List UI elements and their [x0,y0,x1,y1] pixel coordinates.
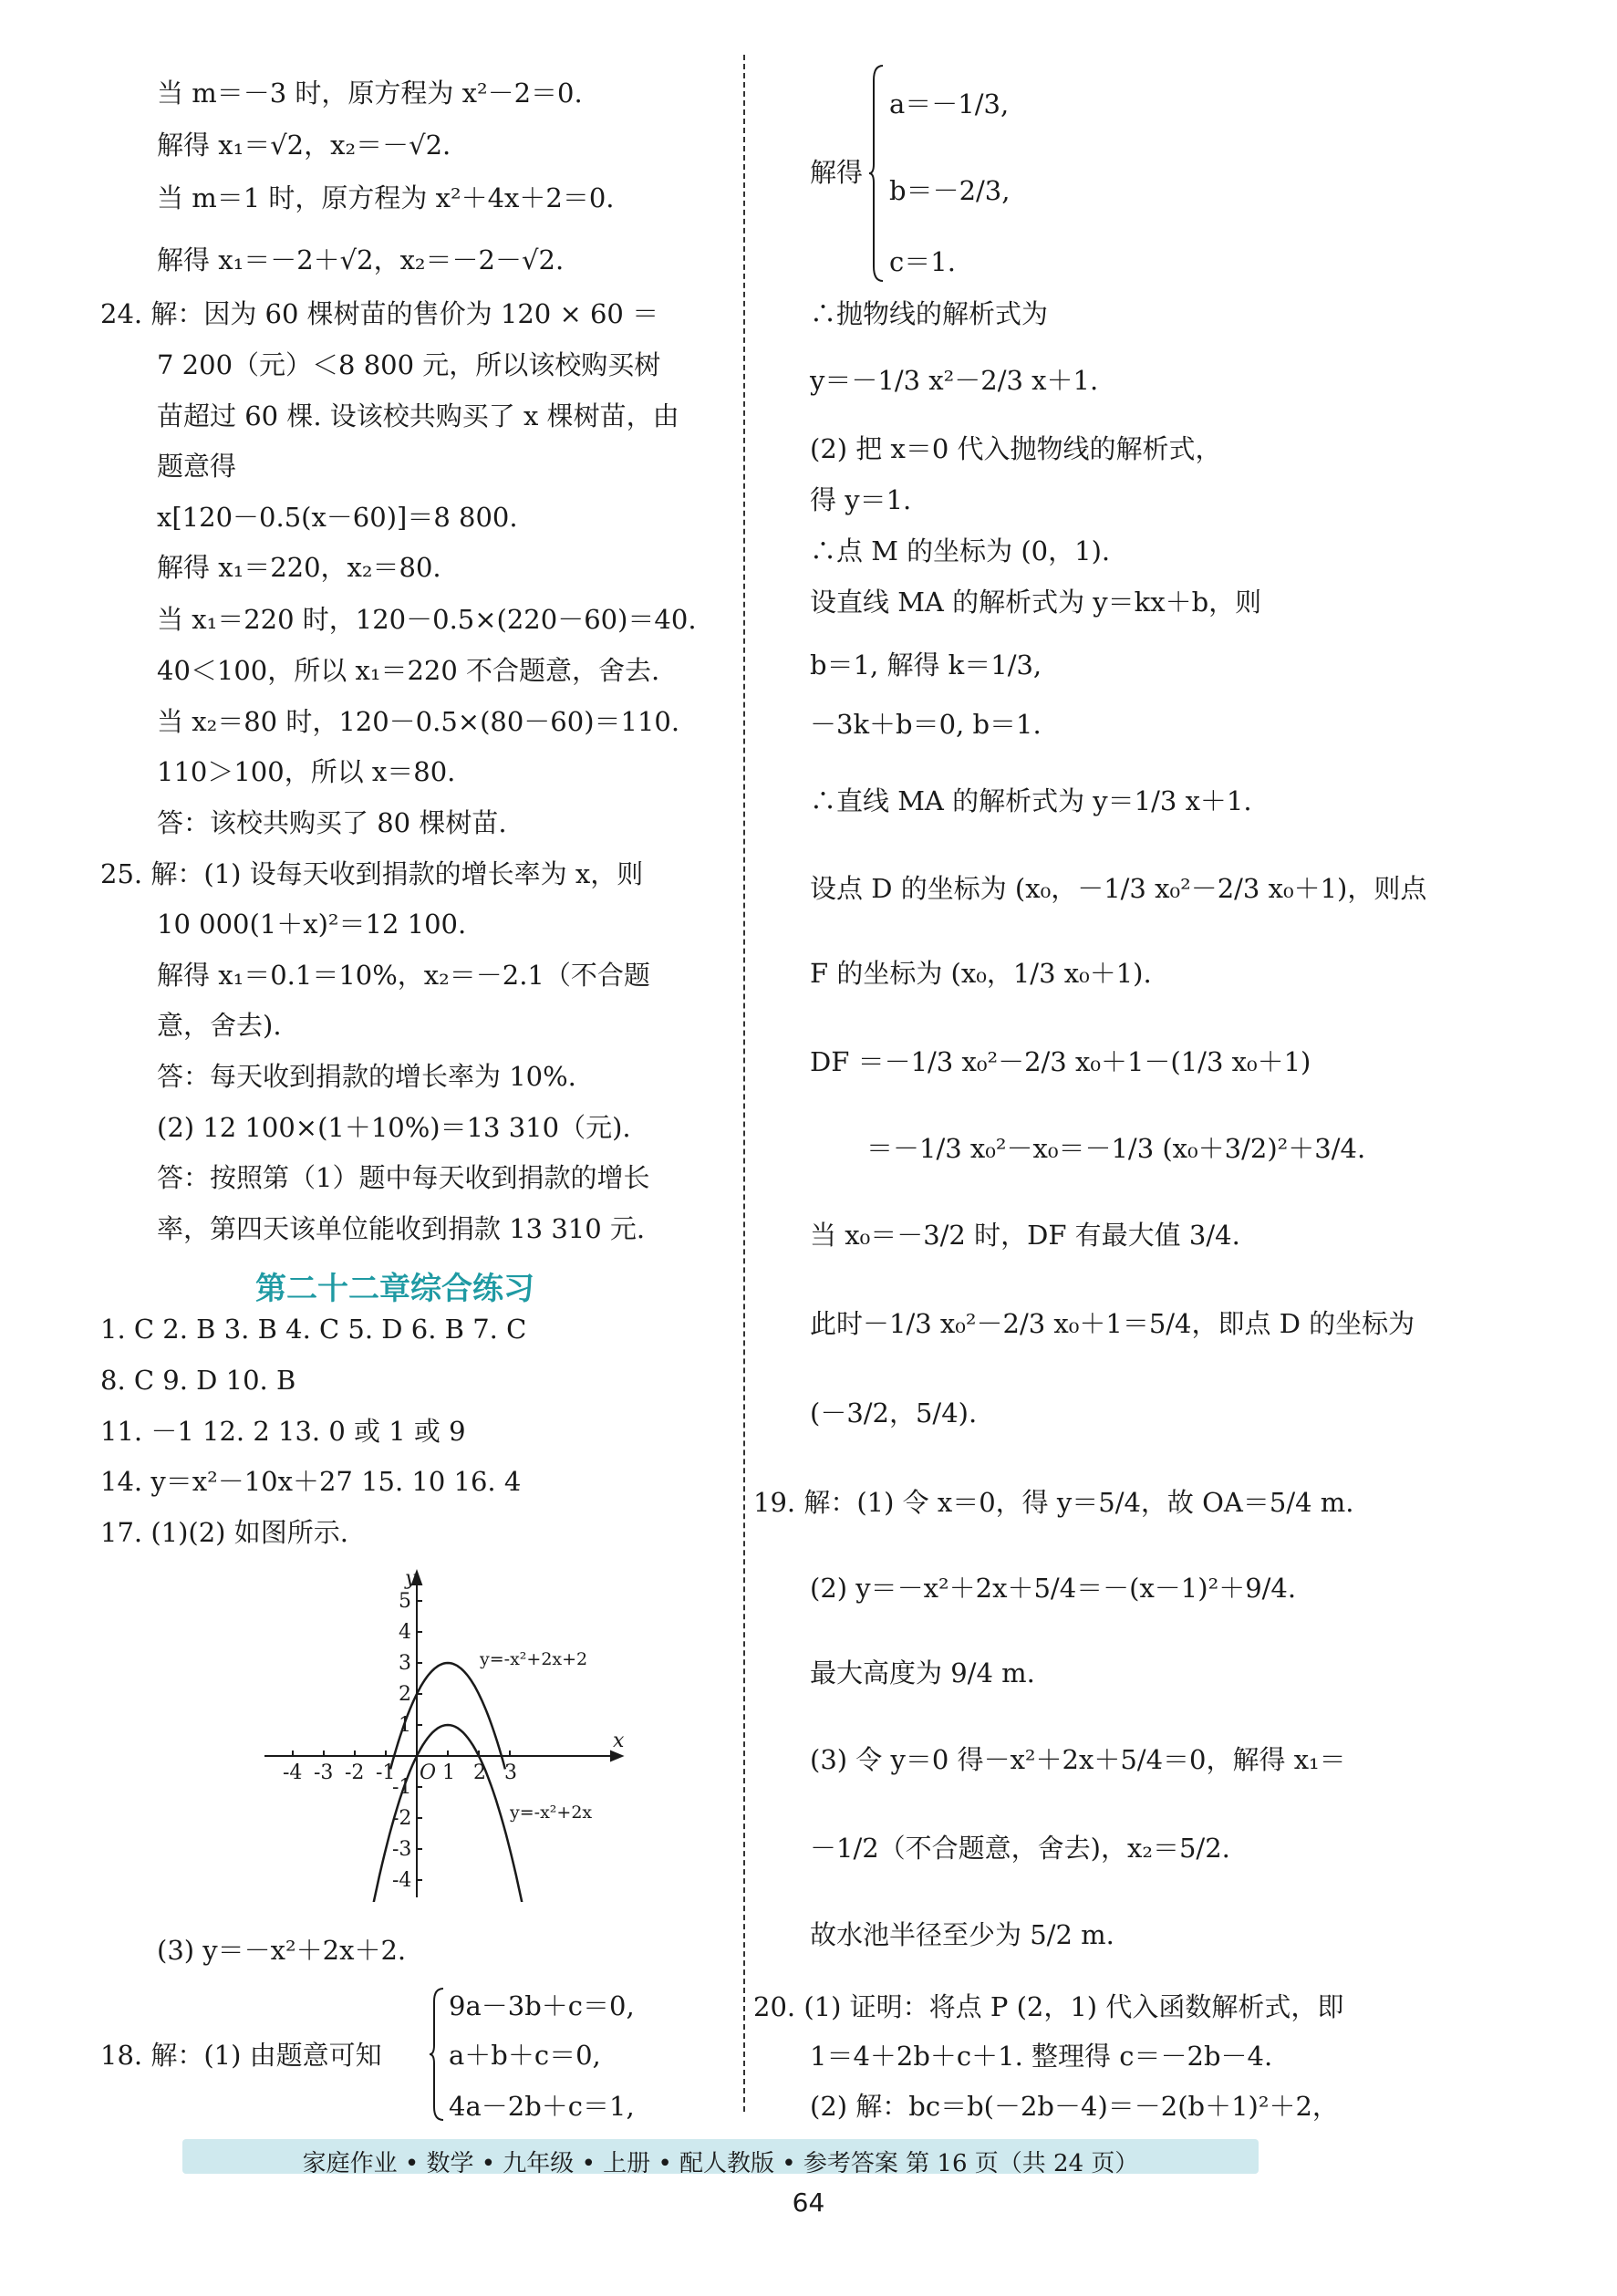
x-tick-label: -2 [345,1761,365,1784]
text-line: 解得 x₁＝0.1＝10%，x₂＝－2.1（不合题 [157,960,650,991]
y-tick-label: 1 [399,1714,411,1737]
parabola-graph [255,1564,638,1902]
text-line: 故水池半径至少为 5/2 m. [810,1919,1114,1950]
text-line: ∴抛物线的解析式为 [810,298,1049,329]
text-line: ＝－1/3 x₀²－x₀＝－1/3 (x₀＋3/2)²＋3/4. [866,1133,1366,1164]
answer-line: 11. －1 12. 2 13. 0 或 1 或 9 [100,1416,466,1447]
text-line: 7 200（元）＜8 800 元，所以该校购买树 [157,349,661,380]
text-line: F 的坐标为 (x₀，1/3 x₀＋1). [810,958,1152,989]
text-line: 当 x₁＝220 时，120－0.5×(220－60)＝40. [157,604,697,635]
text-line: 当 m＝1 时，原方程为 x²＋4x＋2＝0. [157,182,615,213]
text-line: 1＝4＋2b＋c＋1. 整理得 c＝－2b－4. [810,2041,1273,2072]
text-line: 题意得 [157,451,237,482]
problem-18: 18. 解：(1) 由题意可知 [100,2040,382,2071]
answer-line: 8. C 9. D 10. B [100,1365,296,1396]
text-line: (3) 令 y＝0 得－x²＋2x＋5/4＝0，解得 x₁＝ [810,1744,1346,1775]
text-line: 当 x₀＝－3/2 时，DF 有最大值 3/4. [810,1220,1240,1251]
problem-20: 20. (1) 证明：将点 P (2，1) 代入函数解析式，即 [753,1991,1344,2022]
text-line: ∴直线 MA 的解析式为 y＝1/3 x＋1. [810,785,1252,816]
y-tick-label: 4 [399,1621,411,1644]
right-brace [868,64,886,283]
equation-line: 4a－2b＋c＝1, [449,2091,635,2122]
text-line: 此时－1/3 x₀²－2/3 x₀＋1＝5/4，即点 D 的坐标为 [810,1308,1415,1339]
text-line: 解得 [810,157,864,188]
equation-line: 9a－3b＋c＝0, [449,1990,635,2021]
text-line: 解得 x₁＝√2，x₂＝－√2. [157,130,451,161]
text-line: (2) 12 100×(1＋10%)＝13 310（元). [157,1112,631,1143]
y-tick-label: -2 [392,1807,412,1830]
equation-line: b＝－2/3, [889,175,1011,206]
answer-line: 17. (1)(2) 如图所示. [100,1517,348,1548]
page-number: 64 [792,2187,825,2218]
y-tick-label: -3 [392,1838,412,1861]
column-divider [743,55,745,2112]
text-line: 答：每天收到捐款的增长率为 10%. [157,1061,576,1092]
text-line: (2) 解：bc＝b(－2b－4)＝－2(b＋1)²＋2， [810,2091,1339,2122]
x-tick-label: 1 [442,1761,455,1784]
text-line: 答：按照第（1）题中每天收到捐款的增长 [157,1162,650,1193]
text-line: (－3/2，5/4). [810,1397,978,1429]
y-tick-label: -1 [392,1776,412,1799]
equation-line: －3k＋b＝0, b＝1. [810,709,1042,740]
equation-line: a＝－1/3, [889,88,1010,119]
text-line: 率，第四天该单位能收到捐款 13 310 元. [157,1213,646,1244]
answer-line: 1. C 2. B 3. B 4. C 5. D 6. B 7. C [100,1314,527,1345]
equation-line: a＋b＋c＝0, [449,2040,601,2071]
left-brace [429,1987,447,2122]
text-line: 解得 x₁＝－2＋√2，x₂＝－2－√2. [157,244,565,275]
x-tick-label: 2 [473,1761,486,1784]
x-tick-label: -3 [314,1761,334,1784]
text-line: 设直线 MA 的解析式为 y＝kx＋b，则 [810,587,1262,618]
answer-line: 14. y＝x²－10x＋27 15. 10 16. 4 [100,1466,522,1497]
text-line: 答：该校共购买了 80 棵树苗. [157,807,507,838]
text-line: (2) 把 x＝0 代入抛物线的解析式， [810,433,1222,464]
text-line: 解得 x₁＝220，x₂＝80. [157,552,441,583]
y-axis-label: y [405,1567,417,1590]
text-line: 110＞100，所以 x＝80. [157,756,456,787]
text-line: 设点 D 的坐标为 (x₀，－1/3 x₀²－2/3 x₀＋1)，则点 [810,873,1427,904]
text-line: －1/2（不合题意，舍去)，x₂＝5/2. [810,1833,1230,1864]
text-line: 得 y＝1. [810,484,912,515]
y-tick-label: 2 [399,1683,411,1706]
text-line: 10 000(1＋x)²＝12 100. [157,909,467,940]
text-line: (2) y＝－x²＋2x＋5/4＝－(x－1)²＋9/4. [810,1573,1297,1604]
text-line: 40＜100，所以 x₁＝220 不合题意，舍去. [157,655,660,686]
y-tick-label: 5 [399,1590,411,1613]
text-line: 当 m＝－3 时，原方程为 x²－2＝0. [157,78,583,109]
x-axis-arrow [611,1751,622,1761]
problem-19: 19. 解：(1) 令 x＝0，得 y＝5/4，故 OA＝5/4 m. [753,1487,1354,1518]
problem-25: 25. 解：(1) 设每天收到捐款的增长率为 x，则 [100,858,644,889]
y-tick-label: -4 [392,1869,412,1892]
text-line: y＝－1/3 x²－2/3 x＋1. [810,365,1099,396]
text-line: 当 x₂＝80 时，120－0.5×(80－60)＝110. [157,706,680,737]
x-tick-label: 3 [504,1761,517,1784]
equation-line: b＝1, 解得 k＝1/3, [810,649,1042,680]
text-line: ∴点 M 的坐标为 (0，1). [810,535,1111,566]
y-tick-label: 3 [399,1652,411,1675]
text-line: 最大高度为 9/4 m. [810,1657,1035,1688]
equation-line: c＝1. [889,246,956,277]
text-line: (3) y＝－x²＋2x＋2. [157,1935,407,1966]
problem-24: 24. 解：因为 60 棵树苗的售价为 120 × 60 ＝ [100,298,659,329]
footer-text: 家庭作业 • 数学 • 九年级 • 上册 • 配人教版 • 参考答案 第 16 页（共 24 页） [302,2150,1139,2177]
origin-label: O [420,1761,437,1784]
chapter-title: 第二十二章综合练习 [255,1271,534,1307]
x-tick-label: -1 [376,1761,396,1784]
curve1-label: y=-x²+2x+2 [480,1649,588,1669]
x-axis-label: x [613,1730,625,1752]
x-tick-label: -4 [283,1761,303,1784]
text-line: DF ＝－1/3 x₀²－2/3 x₀＋1－(1/3 x₀＋1) [810,1046,1311,1077]
text-line: 意，舍去). [157,1010,282,1041]
curve2-label: y=-x²+2x [510,1803,593,1823]
text-line: x[120－0.5(x－60)]＝8 800. [157,502,518,533]
text-line: 苗超过 60 棵. 设该校共购买了 x 棵树苗，由 [157,400,679,431]
